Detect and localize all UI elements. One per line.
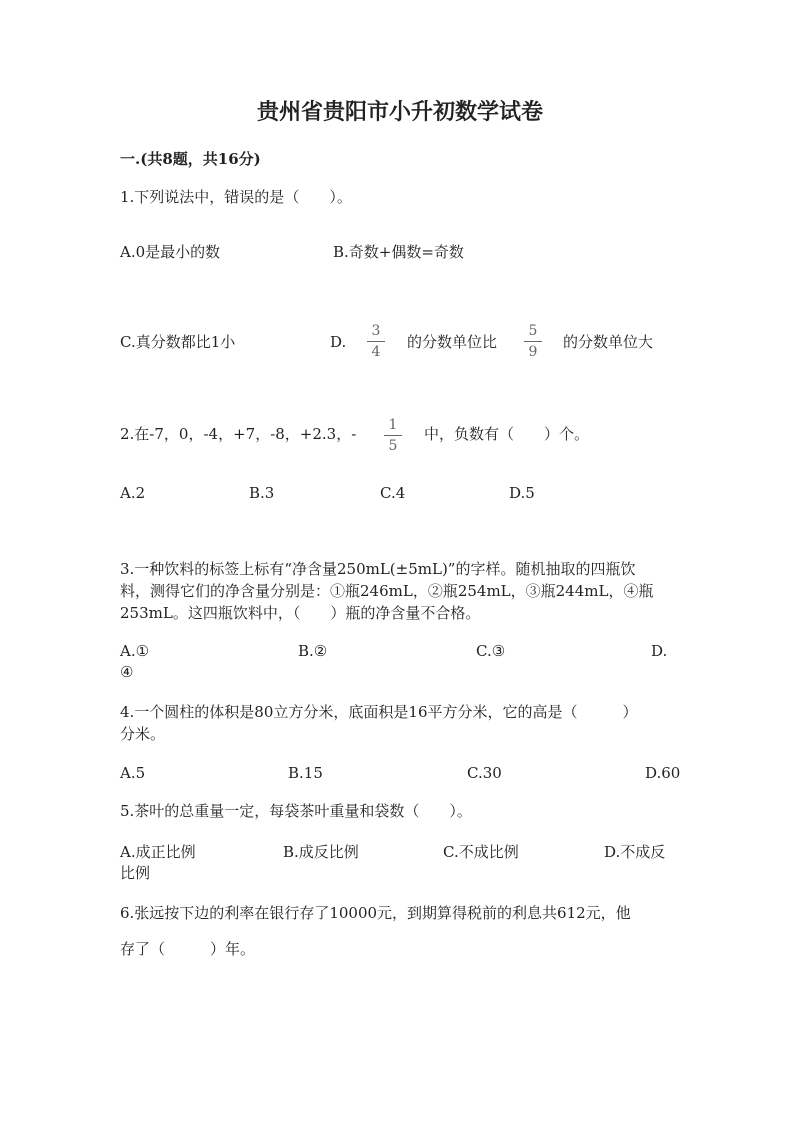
question-1-option-c[interactable]: C.真分数都比1小 (120, 333, 236, 351)
question-5-option-b[interactable]: B.成反比例 (283, 843, 359, 861)
question-2-option-a[interactable]: A.2 (120, 484, 146, 502)
question-3-option-d-label[interactable]: D. (651, 642, 668, 660)
question-4-option-b[interactable]: B.15 (288, 764, 323, 782)
question-3-stem-line-2: 料，测得它们的净含量分别是：①瓶246mL，②瓶254mL，③瓶244mL，④瓶 (120, 582, 654, 600)
question-4-stem-line-2: 分米。 (120, 725, 166, 743)
question-3-option-a[interactable]: A.① (120, 642, 150, 660)
question-1-stem: 1.下列说法中，错误的是（ ）。 (120, 188, 352, 206)
fraction-bar (384, 435, 402, 436)
question-4-option-d[interactable]: D.60 (645, 764, 681, 782)
fraction-five-ninths (521, 324, 545, 359)
fraction-three-quarters (364, 324, 388, 359)
section-heading: 一.(共8题，共16分) (120, 150, 261, 168)
fraction-one-fifth (381, 418, 405, 453)
question-2-option-c[interactable]: C.4 (380, 484, 406, 502)
question-2-stem-prefix: 2.在-7，0，-4，+7，-8，+2.3，- (120, 425, 357, 443)
question-3-option-d-value[interactable]: ④ (120, 663, 134, 681)
fraction-denominator: 5 (388, 438, 398, 454)
question-5-stem: 5.茶叶的总重量一定，每袋茶叶重量和袋数（ ）。 (120, 802, 472, 820)
fraction-numerator: 3 (371, 323, 381, 339)
page-title: 贵州省贵阳市小升初数学试卷 (256, 99, 543, 125)
question-3-stem-line-1: 3.一种饮料的标签上标有“净含量250mL(±5mL)”的字样。随机抽取的四瓶饮 (120, 560, 636, 578)
question-2-option-b[interactable]: B.3 (249, 484, 275, 502)
option-d-label: D. (330, 333, 347, 351)
question-5-option-d-line-1[interactable]: D.不成反 (604, 843, 666, 861)
question-3-stem-line-3: 253mL。这四瓶饮料中，（ ）瓶的净含量不合格。 (120, 604, 481, 622)
question-6-stem-line-2: 存了（ ）年。 (120, 940, 256, 958)
fraction-numerator: 5 (528, 323, 538, 339)
question-5-option-a[interactable]: A.成正比例 (120, 843, 196, 861)
question-4-option-a[interactable]: A.5 (120, 764, 146, 782)
fraction-bar (524, 341, 542, 342)
fraction-denominator: 4 (371, 344, 381, 360)
question-2-option-d[interactable]: D.5 (509, 484, 535, 502)
question-1-option-b[interactable]: B.奇数+偶数=奇数 (333, 243, 464, 261)
question-1-option-a[interactable]: A.0是最小的数 (120, 243, 221, 261)
question-4-stem-line-1: 4.一个圆柱的体积是80立方分米，底面积是16平方分米，它的高是（ ） (120, 703, 638, 721)
question-5-option-d-line-2[interactable]: 比例 (120, 864, 151, 882)
question-6-stem-line-1: 6.张远按下边的利率在银行存了10000元，到期算得税前的利息共612元，他 (120, 904, 631, 922)
question-3-option-b[interactable]: B.② (298, 642, 328, 660)
fraction-bar (367, 341, 385, 342)
question-3-option-c[interactable]: C.③ (476, 642, 506, 660)
option-d-suffix-text: 的分数单位大 (563, 333, 654, 351)
question-2-stem-suffix: 中，负数有（ ）个。 (424, 425, 590, 443)
fraction-denominator: 9 (528, 344, 538, 360)
question-4-option-c[interactable]: C.30 (467, 764, 502, 782)
option-d-middle-text: 的分数单位比 (407, 333, 498, 351)
question-5-option-c[interactable]: C.不成比例 (443, 843, 519, 861)
fraction-numerator: 1 (388, 417, 398, 433)
